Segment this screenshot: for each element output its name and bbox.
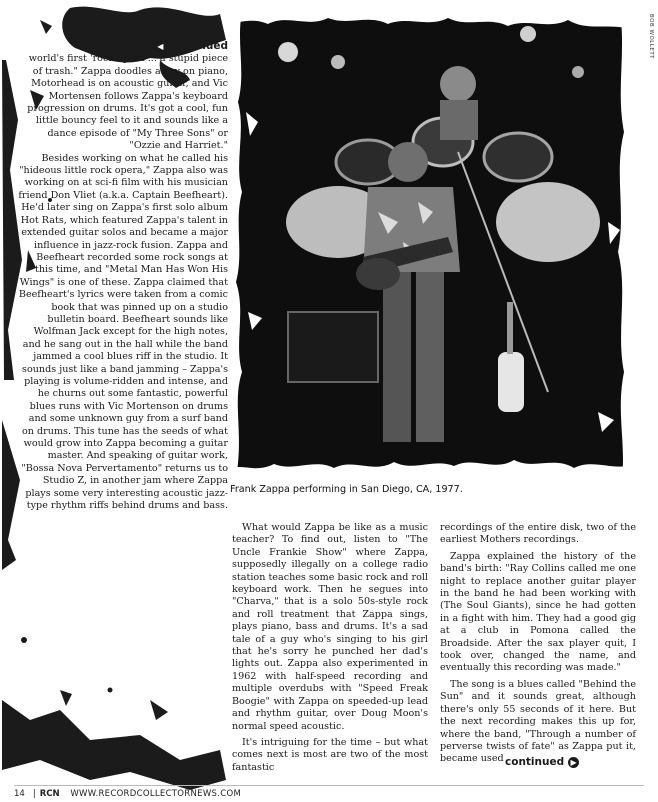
footer-brand: RCN: [39, 789, 60, 799]
right-text-column: [440, 522, 636, 766]
footer-url[interactable]: WWW.RECORDCOLLECTORNEWS.COM: [70, 789, 242, 799]
continued-footer[interactable]: continued ▶: [505, 756, 579, 768]
right-paragraph: The song is a blues called "Behind the Sun" and it sounds great, although there's only 55 seconds of it here. But the next recording makes this up for, where the band, "Through a number of perverse twists of fate" as Zappa put it, became used: [440, 678, 636, 765]
middle-paragraph: It's intriguing for the time – but what comes next is most are two of the most fantastic: [232, 736, 428, 773]
left-paragraph: Besides working on what he called his "hideous little rock opera," Zappa also was working on at sci-fi film with his musician friend Don Vliet (a.k.a. Captain Beefheart). He'd later sing on Zappa's first solo album Hot Rats, which featured Zappa's talent in extended guitar solos and became a major influence in jazz-rock fusion. Zappa and Beefheart recorded some rock songs at this time, and "Metal Man Has Won His Wings" is one of these. Zappa claimed that Beefheart's lyrics were taken from a comic book that was pinned up on a studio bulletin board. Beefheart sounds like Wolfman Jack except for the high notes, and he sang out in the hall while the band jammed a cool blues riff in the studio. It sounds just like a band jamming – Zappa's playing is volume-ridden and intense, and he churns out some fantastic, powerful blues runs with Vic Mortenson on drums and some unknown guy from a surf band on drums. This tune has the seeds of what would grow into Zappa becoming a guitar master. And speaking of guitar work, "Bossa Nova Pervertamento" returns us to Studio Z, in another jam where Zappa plays some very interesting acoustic jazz-type rhythm riffs behind drums and bass.: [18, 152, 228, 512]
left-paragraph: world's first 'rock opera'... a stupid piece of trash." Zappa doodles away on piano, Motorhead is on acoustic guitar, and Vic Mortensen follows Zappa's keyboard progression on drums. It's got a cool, fun little bouncy feel to it and sounds like a dance episode of "My Three Sons" or "Ozzie and Harriet.": [27, 53, 228, 152]
photo-caption: Frank Zappa performing in San Diego, CA, 1977.: [230, 484, 463, 495]
page-number: 14: [14, 789, 25, 799]
page-footer: [14, 785, 644, 799]
right-paragraph: Zappa explained the history of the band's birth: "Ray Collins called me one night to replace another guitar player in the band he had been working with (The Soul Giants), since he had gotten in a fight with him. They had a good gig at a club in Pomona called the Broadside. After the sax player quit, I took over, changed the name, and eventually this recording was made.": [440, 550, 636, 674]
arrow-left-icon: ◀: [155, 41, 166, 52]
concert-photo: [228, 12, 634, 478]
middle-paragraph: What would Zappa be like as a music teacher? To find out, listen to "The Uncle Frankie Show" where Zappa, supposedly illegally on a college radio station teaches some basic rock and roll keyboard work. Then he segues into "Charva," that is a solo 50s-style rock and roll treatment that Zappa sings, plays piano, bass and drums. It's a sad tale of a guy who's singing to his girl that he's sorry he punched her dad's lights out. Zappa also experimented in 1962 with half-speed recording and multiple overdubs with "Speed Freak Boogie" with Zappa on speeded-up lead and rhythm guitar, over Doug Moon's normal speed acoustic.: [232, 522, 428, 732]
arrow-right-icon: ▶: [568, 757, 579, 768]
footer-separator: |: [32, 789, 36, 799]
photo-credit: BOB WOLLETT: [648, 14, 654, 60]
left-text-column: [18, 40, 228, 512]
middle-text-column: [232, 522, 428, 774]
right-paragraph: recordings of the entire disk, two of the earliest Mothers recordings.: [440, 522, 636, 546]
continued-header: ◀ continued: [18, 40, 228, 52]
photo-frank-zappa-on-stage: [228, 12, 634, 478]
